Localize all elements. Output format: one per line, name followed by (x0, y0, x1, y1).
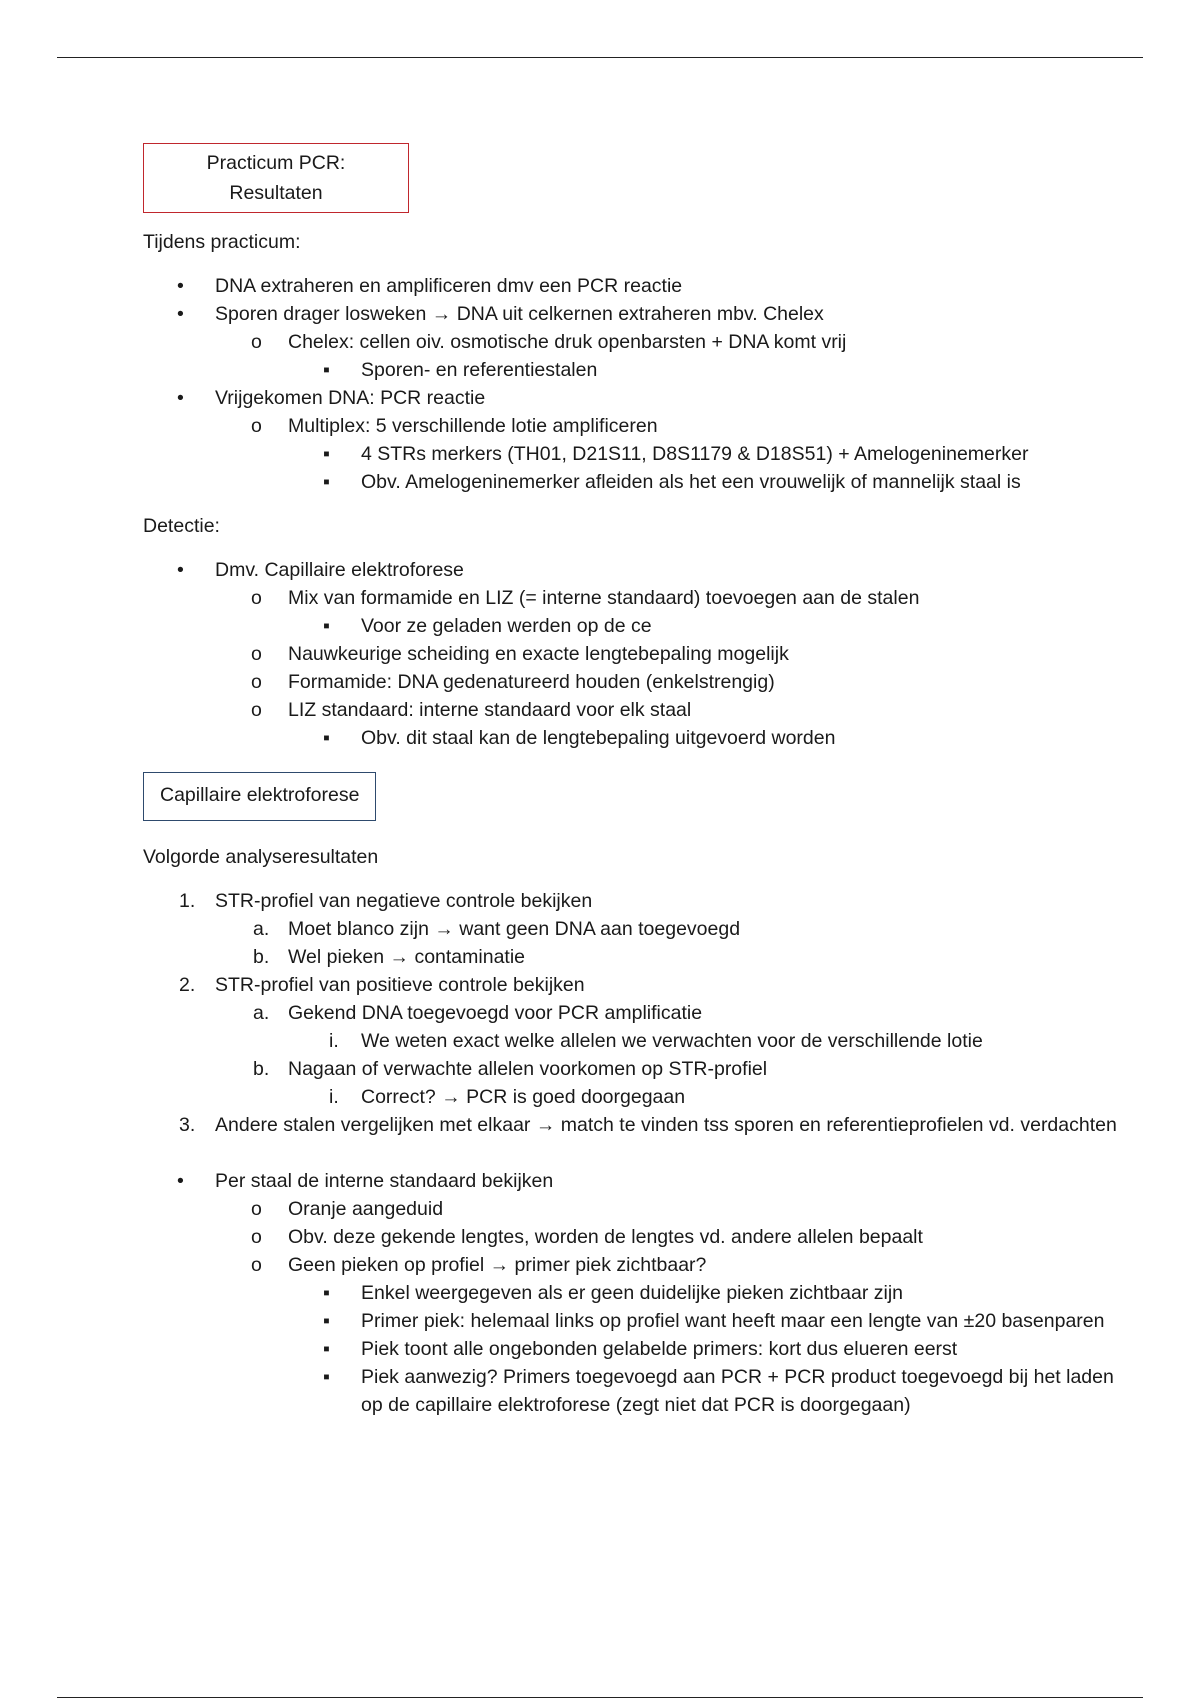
list-item (143, 724, 1123, 752)
bullet: o (251, 699, 262, 721)
list-item (143, 1083, 1123, 1111)
item-text: Primer piek: helemaal links op profiel want heeft maar een lengte van ±20 basenparen (361, 1310, 1105, 1332)
item-text: Moet blanco zijn → want geen DNA aan toegevoegd (288, 918, 741, 940)
list-item (143, 668, 1123, 696)
bullet: o (251, 643, 262, 665)
item-text: Nauwkeurige scheiding en exacte lengtebepaling mogelijk (288, 643, 789, 665)
item-text: DNA extraheren en amplificeren dmv een PCR reactie (215, 275, 683, 297)
item-text: Nagaan of verwachte allelen voorkomen op STR-profiel (288, 1058, 768, 1080)
bullet: ▪ (323, 471, 330, 493)
item-text: Formamide: DNA gedenatureerd houden (enkelstrengig) (288, 671, 775, 693)
item-text: Mix van formamide en LIZ (= interne standaard) toevoegen aan de stalen (288, 587, 920, 609)
list-marker: b. (253, 1058, 270, 1080)
item-text: Geen pieken op profiel → primer piek zichtbaar? (288, 1254, 707, 1276)
list-item (143, 272, 1123, 300)
item-text: Obv. Amelogeninemerker afleiden als het een vrouwelijk of mannelijk staal is (361, 471, 1021, 493)
list-item (143, 1363, 1123, 1419)
item-text: Piek toont alle ongebonden gelabelde primers: kort dus elueren eerst (361, 1338, 958, 1360)
list-item (143, 1055, 1123, 1083)
bullet: o (251, 415, 262, 437)
list-item (143, 640, 1123, 668)
heading-volgorde: Volgorde analyseresultaten (143, 846, 379, 868)
list-item (143, 1223, 1123, 1251)
item-text: STR-profiel van positieve controle bekijken (215, 974, 585, 996)
item-text: Andere stalen vergelijken met elkaar → match te vinden tss sporen en referentieprofielen vd. verdachten (215, 1114, 1117, 1136)
list-marker: a. (253, 918, 270, 940)
list-item (143, 612, 1123, 640)
list-item (143, 356, 1123, 384)
footer-rule (57, 1697, 1143, 1698)
item-text: Oranje aangeduid (288, 1198, 444, 1220)
bullet: ▪ (323, 1310, 330, 1332)
heading-detectie: Detectie: (143, 515, 220, 537)
item-text: 4 STRs merkers (TH01, D21S11, D8S1179 & D18S51) + Amelogeninemerker (361, 443, 1029, 465)
list-marker: i. (329, 1030, 339, 1052)
list-item (143, 412, 1123, 440)
item-text: Enkel weergegeven als er geen duidelijke pieken zichtbaar zijn (361, 1282, 904, 1304)
bullet: ▪ (323, 359, 330, 381)
bullet: o (251, 587, 262, 609)
heading-tijdens-practicum: Tijdens practicum: (143, 231, 301, 253)
bullet: o (251, 1254, 262, 1276)
list-practicum (143, 272, 1123, 496)
item-text: Piek aanwezig? Primers toegevoegd aan PCR + PCR product toegevoegd bij het laden op de capillaire elektroforese (zegt niet dat PCR is doorgegaan) (361, 1366, 1114, 1416)
item-text: Voor ze geladen werden op de ce (361, 615, 652, 637)
item-text: STR-profiel van negatieve controle bekijken (215, 890, 593, 912)
bullet: o (251, 671, 262, 693)
item-text: Obv. dit staal kan de lengtebepaling uitgevoerd worden (361, 727, 836, 749)
list-item (143, 1279, 1123, 1307)
item-text: Wel pieken → contaminatie (288, 946, 526, 968)
numbered-list-analyse (143, 887, 1123, 1139)
list-item (143, 440, 1123, 468)
list-item (143, 468, 1123, 496)
bullet: o (251, 1198, 262, 1220)
list-item (143, 1195, 1123, 1223)
list-item (143, 1111, 1123, 1139)
list-item (143, 328, 1123, 356)
section-box-capillaire: Capillaire elektroforese (143, 772, 376, 821)
bullet: ▪ (323, 1282, 330, 1304)
bullet: ▪ (323, 1338, 330, 1360)
bullet: o (251, 331, 262, 353)
item-text: Dmv. Capillaire elektroforese (215, 559, 464, 581)
item-text: Vrijgekomen DNA: PCR reactie (215, 387, 486, 409)
list-item (143, 915, 1123, 943)
list-item (143, 1167, 1123, 1195)
list-item (143, 943, 1123, 971)
list-item (143, 556, 1123, 584)
list-marker: 1. (179, 890, 196, 912)
list-item (143, 300, 1123, 328)
bullet: ▪ (323, 443, 330, 465)
list-item (143, 999, 1123, 1027)
item-text: Obv. deze gekende lengtes, worden de lengtes vd. andere allelen bepaalt (288, 1226, 923, 1248)
list-item (143, 1307, 1123, 1335)
bullet: o (251, 1226, 262, 1248)
bullet: ▪ (323, 1366, 330, 1388)
title-box (143, 143, 409, 213)
list-item (143, 887, 1123, 915)
item-text: Per staal de interne standaard bekijken (215, 1170, 554, 1192)
list-item (143, 971, 1123, 999)
item-text: LIZ standaard: interne standaard voor elk staal (288, 699, 692, 721)
list-marker: a. (253, 1002, 270, 1024)
list-detectie (143, 556, 1123, 752)
list-item (143, 696, 1123, 724)
bullet: • (177, 387, 184, 409)
list-marker: 2. (179, 974, 196, 996)
item-text: Gekend DNA toegevoegd voor PCR amplificatie (288, 1002, 703, 1024)
item-text: Sporen- en referentiestalen (361, 359, 598, 381)
bullet: • (177, 275, 184, 297)
list-item (143, 1027, 1123, 1055)
list-item (143, 584, 1123, 612)
item-text: Correct? → PCR is goed doorgegaan (361, 1086, 686, 1108)
list-marker: i. (329, 1086, 339, 1108)
list-item (143, 1251, 1123, 1279)
header-rule (57, 57, 1143, 58)
item-text: Multiplex: 5 verschillende lotie amplificeren (288, 415, 658, 437)
bullet: • (177, 303, 184, 325)
title-line-2: Resultaten (229, 182, 323, 204)
bullet: ▪ (323, 727, 330, 749)
list-marker: b. (253, 946, 270, 968)
bullet: • (177, 559, 184, 581)
item-text: Sporen drager losweken → DNA uit celkernen extraheren mbv. Chelex (215, 303, 824, 325)
document-body (143, 143, 1123, 1419)
title-line-1: Practicum PCR: (206, 152, 346, 174)
list-item (143, 1335, 1123, 1363)
list-interne-standaard (143, 1167, 1123, 1419)
bullet: • (177, 1170, 184, 1192)
item-text: We weten exact welke allelen we verwachten voor de verschillende lotie (361, 1030, 983, 1052)
item-text: Chelex: cellen oiv. osmotische druk openbarsten + DNA komt vrij (288, 331, 847, 353)
bullet: ▪ (323, 615, 330, 637)
list-marker: 3. (179, 1114, 196, 1136)
list-item (143, 384, 1123, 412)
